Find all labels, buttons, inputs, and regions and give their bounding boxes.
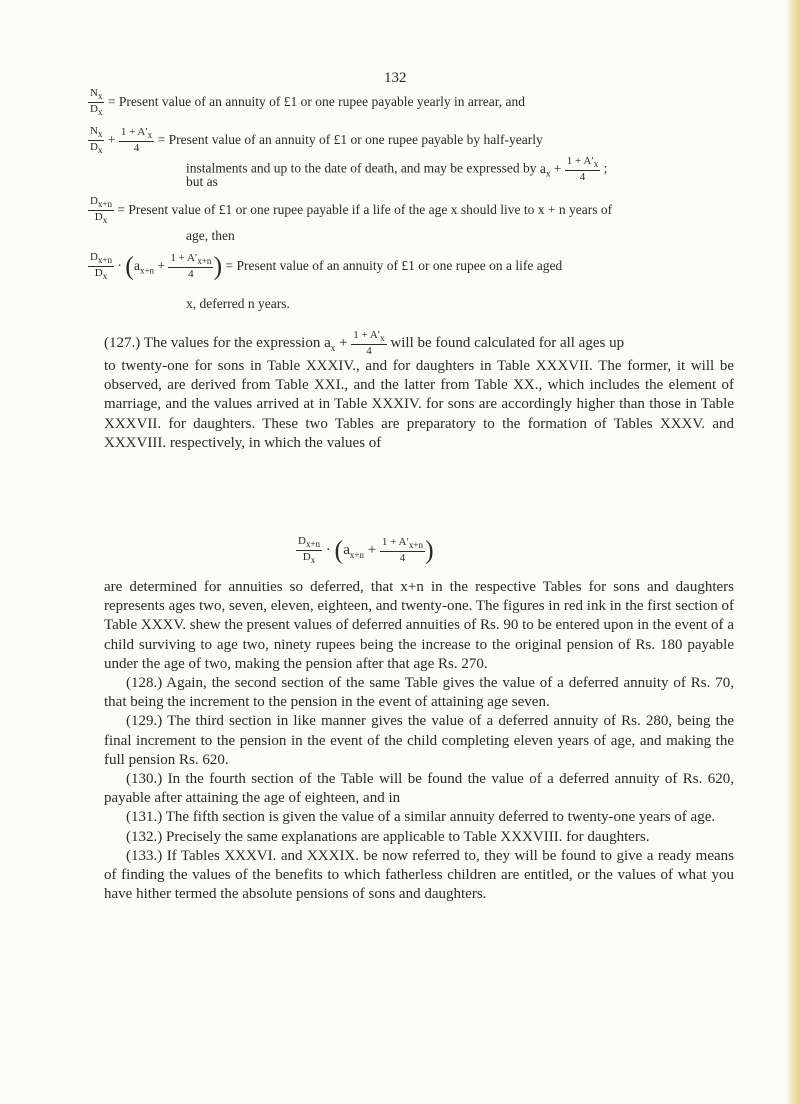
definition-4: $\frac{D_{x+n}}{D_x}$ · ($a_{x+n}$ + $\frac{1 + A'_{x+n}}{4}$ ) = Present value of an annuity of £1 or one rupee on a life aged — [90, 251, 563, 282]
paragraph-127-first-line: (127.) The values for the expression $a_x$ + $\frac{1 + A'_x}{4}$ will be found calculated for all ages up — [104, 329, 625, 358]
definition-2-but-as: but as — [186, 174, 218, 189]
paragraphs-128-133 — [104, 578, 734, 904]
definition-2-text: = Present value of an annuity of £1 or one rupee payable by half-yearly — [157, 131, 543, 147]
paragraph-127-cont: are determined for annuities so deferred, that x+n in the respective Tables for sons and daughters represents ages two, seven, eleven, eighteen, and twenty-one. The figures in red ink in the first section of Table XXXV. shew the present values of deferred annuities of Rs. 90 to be entered upon in the event of a child surviving to age two, ninety rupees being the increase to the original pension of Rs. 180 payable under the age of two, making the pension after that age Rs. 270. — [104, 579, 734, 672]
definition-1 — [88, 88, 525, 117]
paragraph-131: (131.) The fifth section is given the value of a similar annuity deferred to twenty-one years of age. — [126, 809, 716, 826]
definition-2-continued: instalments and up to the date of death, and may be expressed by $a_x$ + $\frac{1 + A'_x}{4}$ ; — [186, 155, 608, 184]
paragraph-127-body: to twenty-one for sons in Table XXXIV., and for daughters in Table XXXVII. The former, it will be observed, are derived from Table XXI., and the latter from Table XX., which includes the element of marriage, and the values arrived at in Table XXXIV. for sons are accordingly higher than those in Table XXXVII. for daughters. These two Tables are preparatory to the formation of Tables XXXV. and XXXVIII. respectively, in which the values of — [104, 358, 734, 451]
definition-2: $\frac{N_x}{D_x}$ + $\frac{1 + A'_x}{4}$ = Present value of an annuity of £1 or one rupee payable by half-yearly — [90, 125, 543, 156]
definition-3: $\frac{D_{x+n}}{D_x}$ = Present value of £1 or one rupee payable if a life of the age x should live to x + n years of — [90, 195, 613, 226]
definition-4-text: = Present value of an annuity of £1 or one rupee on a life aged — [225, 257, 563, 273]
page-edge — [786, 0, 800, 1104]
paragraph-133: (133.) If Tables XXXVI. and XXXIX. be now referred to, they will be found to give a ready means of finding the values of the benefits to which fatherless children are entitled, or the values of what you have hither termed the absolute pensions of sons and daughters. — [104, 847, 734, 903]
definition-4-continued: x, deferred n years. — [186, 296, 290, 311]
definition-3-then: age, then — [186, 228, 235, 243]
definition-3-text: = Present value of £1 or one rupee payable if a life of the age x should live to x + n years of — [117, 201, 613, 217]
deferred-formula: $\frac{D_{x+n}}{D_x}$ · ($a_{x+n}$ + $\frac{1 + A'_{x+n}}{4}$ ) — [298, 535, 434, 566]
definition-1-text: = Present value of an annuity of £1 or one rupee payable yearly in arrear, and — [107, 93, 525, 109]
page-number: 132 — [384, 70, 407, 86]
paragraph-129: (129.) The third section in like manner gives the value of a deferred annuity of Rs. 280, being the final increment to the pension in the event of the child completing eleven years of age, and making the full pension Rs. 620. — [104, 713, 734, 768]
paragraph-130: (130.) In the fourth section of the Table will be found the value of a deferred annuity of Rs. 620, payable after attaining the age of eighteen, and in — [104, 771, 734, 807]
paragraph-132: (132.) Precisely the same explanations are applicable to Table XXXVIII. for daughters. — [126, 828, 650, 845]
paragraph-128: (128.) Again, the second section of the same Table gives the value of a deferred annuity of Rs. 70, that being the increment to the pension in the event of attaining age seven. — [104, 675, 734, 711]
fraction-nx-dx: $\frac{N_x}{D_x}$ — [90, 87, 103, 118]
